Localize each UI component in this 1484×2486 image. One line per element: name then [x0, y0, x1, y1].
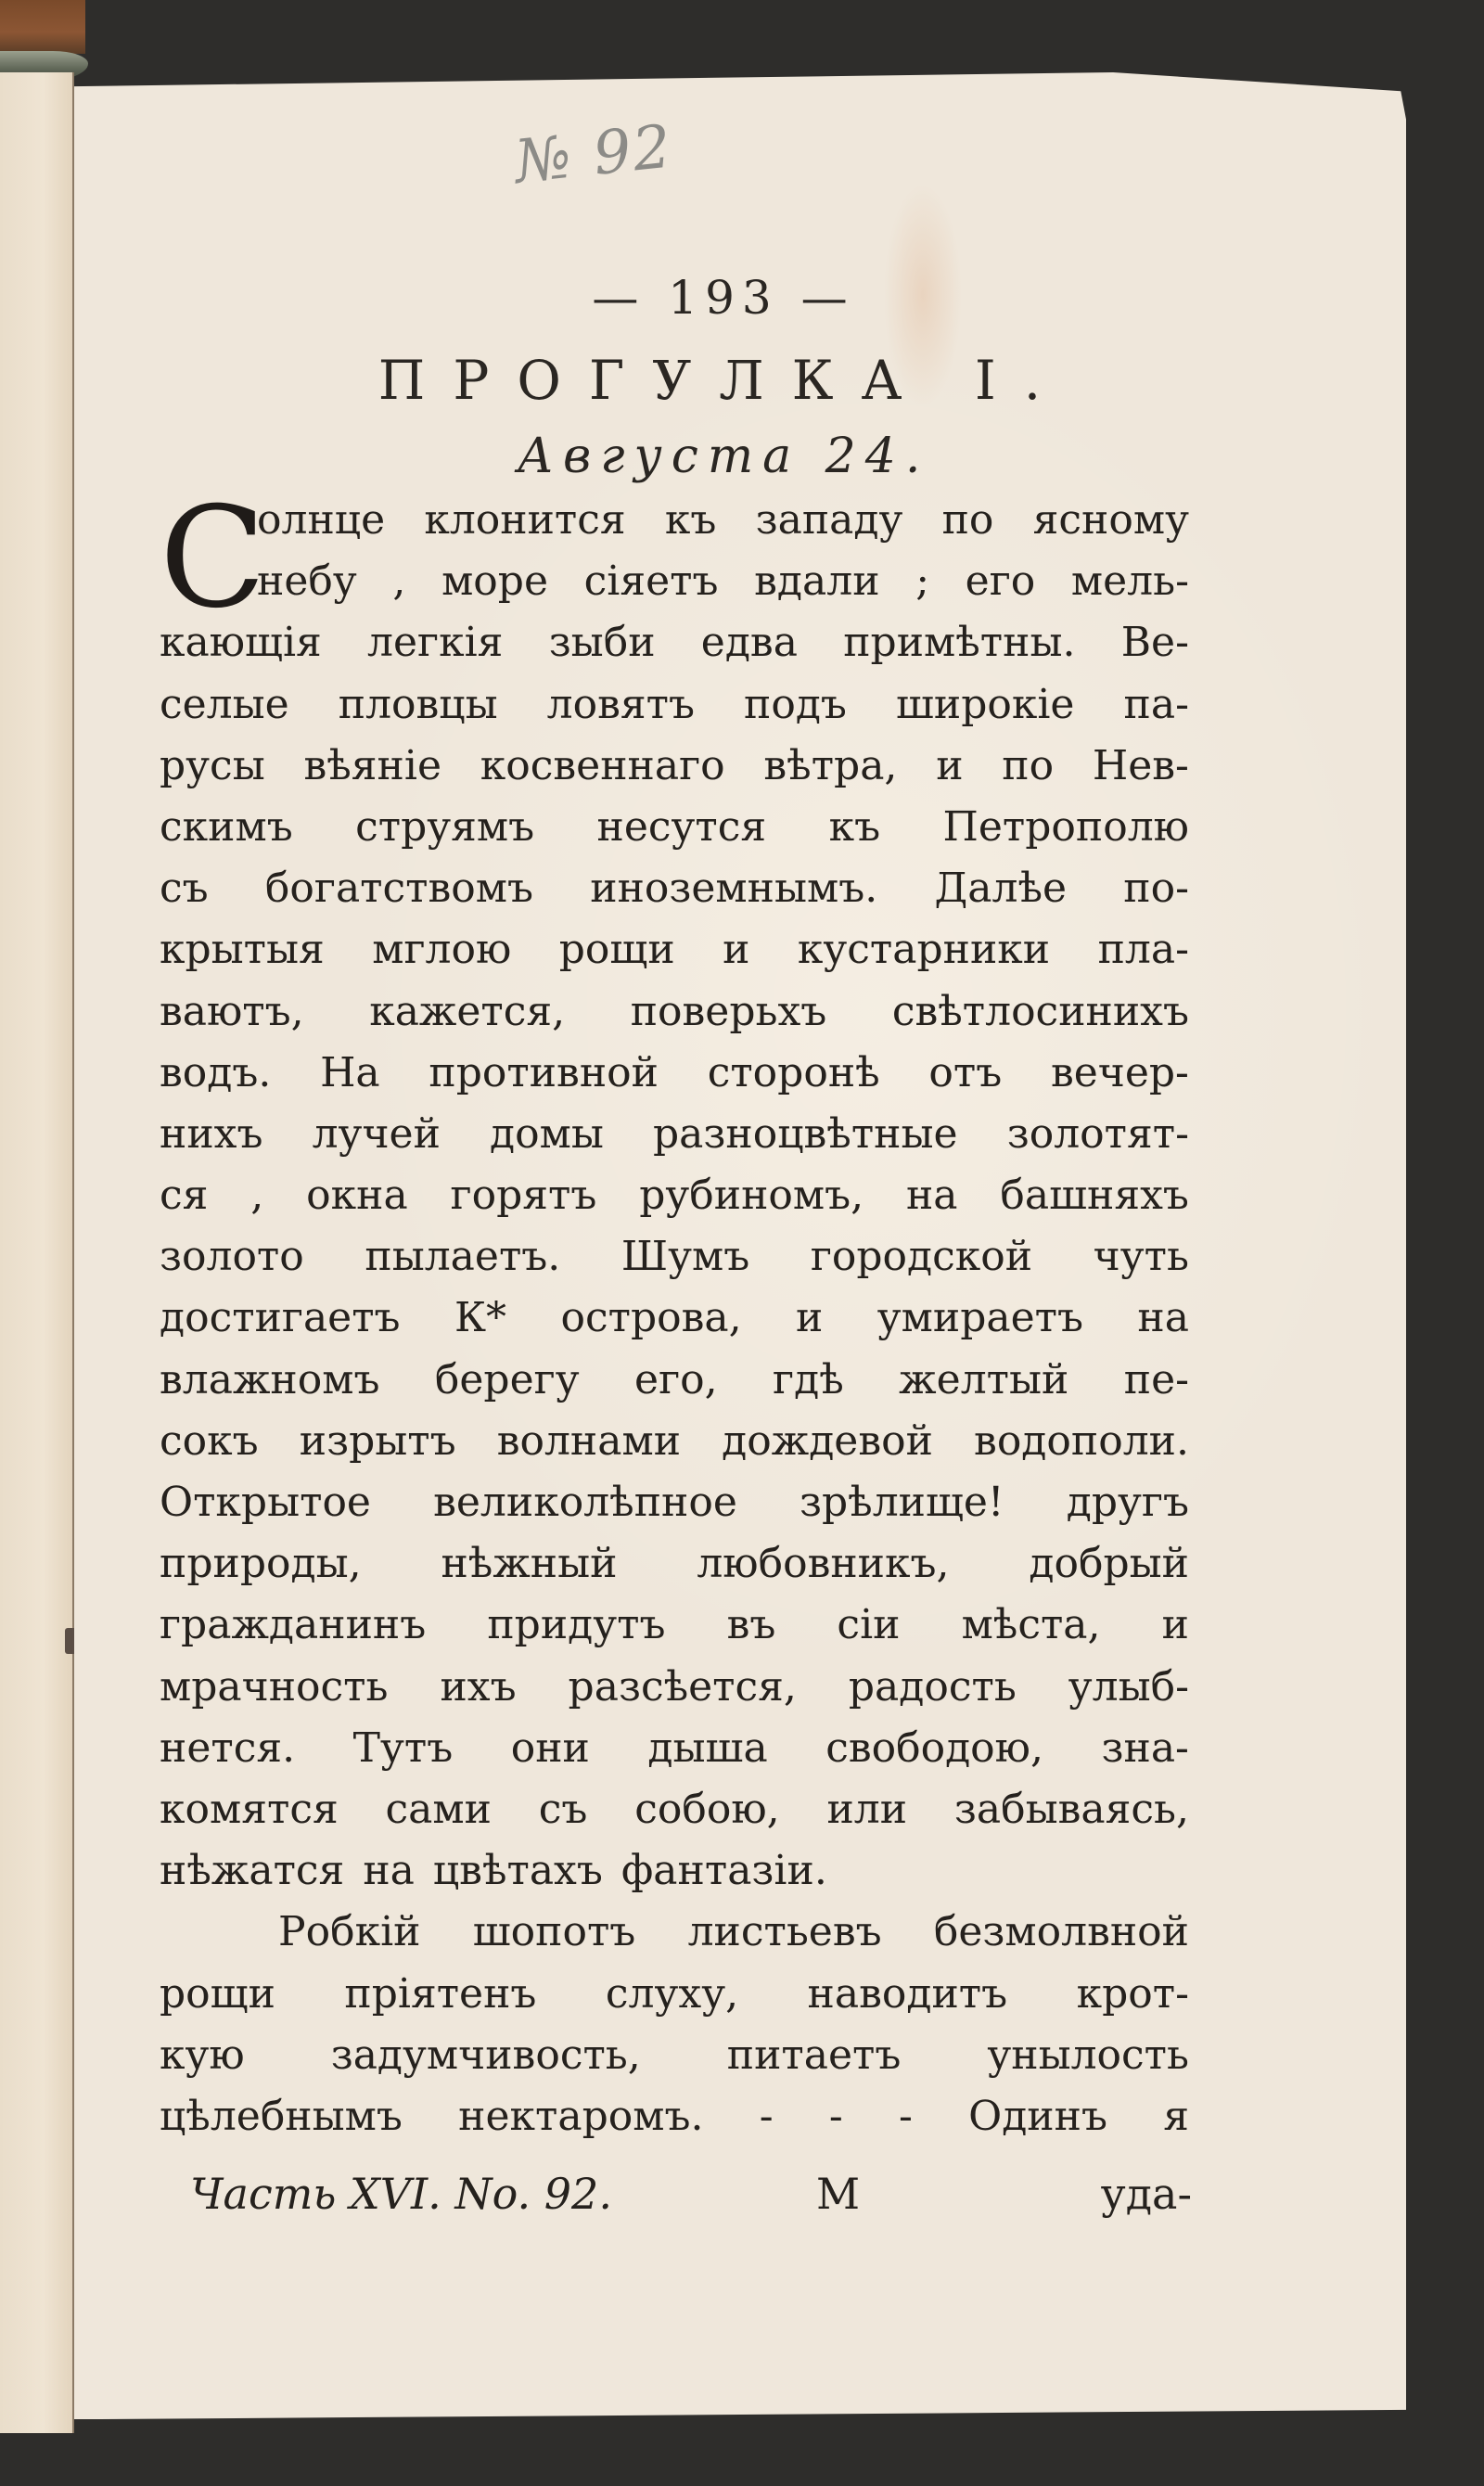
word: добрый — [1029, 1540, 1189, 1588]
word: , — [392, 557, 406, 606]
word: по- — [1123, 865, 1189, 913]
word: ловятъ — [546, 680, 695, 728]
word: На — [320, 1048, 380, 1096]
text-line — [160, 1657, 1189, 1718]
word: клонится — [424, 496, 626, 544]
word: питаетъ — [726, 2031, 902, 2079]
word: его — [965, 557, 1036, 606]
word: сами — [385, 1785, 492, 1833]
word: дождевой — [722, 1416, 933, 1465]
text-line — [160, 674, 1189, 736]
text-line — [160, 551, 1189, 612]
word: чуть — [1093, 1233, 1189, 1281]
word: широкіе — [895, 680, 1075, 728]
word: вѣтра, — [763, 741, 898, 789]
word: къ — [664, 496, 717, 544]
handwritten-issue-number: № 92 — [511, 112, 676, 198]
word: мель- — [1070, 557, 1189, 606]
footer-catchword: уда- — [1100, 2169, 1192, 2219]
word: къ — [828, 802, 881, 851]
word: Ве- — [1120, 619, 1189, 667]
body-text — [160, 478, 1189, 2147]
word: разноцвѣтные — [653, 1109, 958, 1158]
text-line — [160, 919, 1189, 980]
word: - — [828, 2092, 843, 2140]
word: цѣлебнымъ — [160, 2092, 403, 2140]
word: зрѣлище! — [800, 1479, 1004, 1526]
chapter-title: ПРОГУЛКА I. — [377, 349, 1069, 412]
word: нѣжный — [441, 1540, 618, 1588]
text-line — [160, 1718, 1189, 1779]
word: кающія — [160, 619, 322, 667]
text-line — [160, 490, 1189, 551]
word: слуху, — [605, 1969, 739, 2018]
word: дыша — [647, 1724, 768, 1772]
word: и — [936, 741, 964, 789]
word: мрачность — [160, 1662, 389, 1711]
word: нется. — [160, 1724, 296, 1772]
text-line — [160, 1779, 1189, 1840]
word: въ — [726, 1601, 776, 1649]
word: на — [363, 1847, 415, 1895]
text-line — [160, 736, 1189, 797]
word: природы, — [160, 1540, 362, 1588]
word: любовникъ, — [697, 1540, 950, 1588]
word: и — [1161, 1601, 1189, 1649]
word: гдѣ — [773, 1355, 844, 1403]
word: сіи — [837, 1601, 901, 1649]
word: кажется, — [369, 987, 566, 1035]
page-footer — [190, 2169, 1192, 2219]
word: крытыя — [160, 926, 325, 974]
word: умираетъ — [876, 1294, 1083, 1342]
text-line — [160, 1840, 1189, 1902]
word: Тутъ — [352, 1724, 454, 1772]
word: пріятенъ — [344, 1969, 537, 2018]
word: сокъ — [160, 1416, 259, 1465]
word: Одинъ — [968, 2092, 1107, 2140]
text-line — [160, 1964, 1189, 2025]
word: олнце — [257, 496, 386, 544]
word: косвеннаго — [480, 741, 725, 789]
word: разсѣется, — [568, 1662, 797, 1711]
word: богатствомъ — [264, 865, 533, 913]
footer-part-number: Часть XVI. No. 92. — [190, 2169, 612, 2219]
word: западу — [755, 496, 903, 544]
word: свѣтлосинихъ — [891, 987, 1189, 1035]
word: листьевъ — [687, 1908, 882, 1956]
word: ; — [915, 557, 930, 606]
word: собою, — [634, 1785, 780, 1833]
word: острова, — [560, 1294, 742, 1342]
word: крот- — [1076, 1969, 1189, 2018]
text-line — [160, 1595, 1189, 1656]
word: едва — [700, 619, 798, 667]
word: радость — [848, 1662, 1017, 1711]
word: берегу — [434, 1355, 580, 1403]
word: Далѣе — [934, 865, 1068, 913]
word: селые — [160, 680, 289, 728]
word: желтый — [899, 1355, 1069, 1403]
word: гражданинъ — [160, 1601, 427, 1649]
word: поверьхъ — [630, 987, 827, 1035]
text-line — [160, 1288, 1189, 1349]
word: задумчивость, — [330, 2031, 641, 2079]
word: фантазіи. — [620, 1847, 827, 1895]
word: золото — [160, 1233, 304, 1281]
word: нѣжатся — [160, 1847, 345, 1895]
text-line — [160, 1165, 1189, 1226]
word: башняхъ — [1000, 1172, 1189, 1220]
text-line — [160, 1350, 1189, 1411]
word: великолѣпное — [433, 1479, 737, 1526]
word: на — [1137, 1294, 1189, 1342]
word: кустарники — [797, 926, 1051, 974]
word: , — [250, 1172, 264, 1220]
word: кую — [160, 2031, 245, 2079]
word: ихъ — [440, 1662, 517, 1711]
word: рощи — [558, 926, 675, 974]
text-line — [160, 1902, 1189, 1963]
word: и — [723, 926, 750, 974]
word: улыб- — [1068, 1662, 1189, 1711]
word: нихъ — [160, 1109, 263, 1158]
word: несутся — [596, 802, 767, 851]
text-line — [160, 1226, 1189, 1288]
word: подъ — [744, 680, 847, 728]
word: горятъ — [450, 1172, 597, 1220]
word: противной — [429, 1048, 659, 1096]
word: струямъ — [355, 802, 535, 851]
word: небу — [257, 557, 357, 606]
word: комятся — [160, 1785, 339, 1833]
word: Шумъ — [620, 1233, 750, 1281]
text-line — [160, 2025, 1189, 2086]
word: зна- — [1101, 1724, 1189, 1772]
page-number: — 193 — — [592, 271, 855, 325]
word: влажномъ — [160, 1355, 380, 1403]
text-line — [160, 981, 1189, 1043]
footer-signature-mark: М — [816, 2169, 861, 2219]
word: унылость — [987, 2031, 1189, 2079]
word: водъ. — [160, 1048, 272, 1096]
word: съ — [538, 1785, 588, 1833]
word: волнами — [496, 1416, 682, 1465]
word: по — [941, 496, 994, 544]
word: пла- — [1097, 926, 1189, 974]
word: городской — [810, 1233, 1033, 1281]
word: рубиномъ, — [639, 1172, 864, 1220]
word: ваютъ, — [160, 987, 304, 1035]
word: забываясь, — [953, 1785, 1189, 1833]
text-line — [160, 612, 1189, 673]
text-line — [160, 1533, 1189, 1595]
text-line — [160, 2086, 1189, 2147]
word: вечер- — [1050, 1048, 1189, 1096]
word: вѣяніе — [303, 741, 441, 789]
word: на — [905, 1172, 958, 1220]
word: окна — [306, 1172, 408, 1220]
text-line — [160, 797, 1189, 858]
word: Робкій — [278, 1908, 421, 1956]
word: и — [796, 1294, 824, 1342]
word: придутъ — [487, 1601, 666, 1649]
entry-date: Августа 24. — [517, 429, 930, 484]
text-line — [160, 1411, 1189, 1472]
word: свободою, — [825, 1724, 1043, 1772]
word: иноземнымъ. — [590, 865, 878, 913]
facing-page-edge — [0, 72, 74, 2433]
text-line — [160, 858, 1189, 919]
word: или — [826, 1785, 908, 1833]
word: я — [1163, 2092, 1189, 2140]
word: лучей — [312, 1109, 441, 1158]
word: отъ — [928, 1048, 1003, 1096]
word: другъ — [1066, 1479, 1189, 1526]
word: ясному — [1032, 496, 1189, 544]
word: они — [510, 1724, 590, 1772]
word: Открытое — [160, 1479, 371, 1526]
word: домы — [490, 1109, 604, 1158]
word: ся — [160, 1172, 209, 1220]
word: съ — [160, 865, 209, 913]
word: сторонѣ — [707, 1048, 880, 1096]
word: Нев- — [1092, 741, 1189, 789]
word: русы — [160, 741, 265, 789]
word: па- — [1123, 680, 1189, 728]
word: зыби — [548, 619, 656, 667]
word: рощи — [160, 1969, 275, 2018]
word: - — [899, 2092, 913, 2140]
word: пе- — [1123, 1355, 1189, 1403]
word: достигаетъ — [160, 1294, 401, 1342]
word: безмолвной — [933, 1908, 1189, 1956]
word: мѣста, — [961, 1601, 1101, 1649]
word: скимъ — [160, 802, 293, 851]
word: К* — [454, 1294, 507, 1342]
word: пловцы — [338, 680, 498, 728]
book-binding-leather — [0, 0, 85, 54]
text-line — [160, 1104, 1189, 1165]
word: изрытъ — [299, 1416, 456, 1465]
word: наводитъ — [807, 1969, 1008, 2018]
word: Петрополю — [942, 802, 1189, 851]
word: легкія — [367, 619, 504, 667]
word: пылаетъ. — [365, 1233, 561, 1281]
text-line — [160, 1472, 1189, 1533]
word: примѣтны. — [843, 619, 1076, 667]
word: вдали — [754, 557, 880, 606]
word: шопотъ — [472, 1908, 636, 1956]
word: нектаромъ. — [458, 2092, 704, 2140]
text-line — [160, 1043, 1189, 1104]
word: мглою — [372, 926, 512, 974]
word: его, — [634, 1355, 718, 1403]
drop-cap: С — [160, 478, 266, 639]
word: по — [1002, 741, 1055, 789]
word: сіяетъ — [583, 557, 719, 606]
word: водополи. — [974, 1416, 1189, 1465]
word: цвѣтахъ — [432, 1847, 603, 1895]
word: золотят- — [1006, 1109, 1189, 1158]
word: - — [759, 2092, 774, 2140]
word: море — [441, 557, 548, 606]
